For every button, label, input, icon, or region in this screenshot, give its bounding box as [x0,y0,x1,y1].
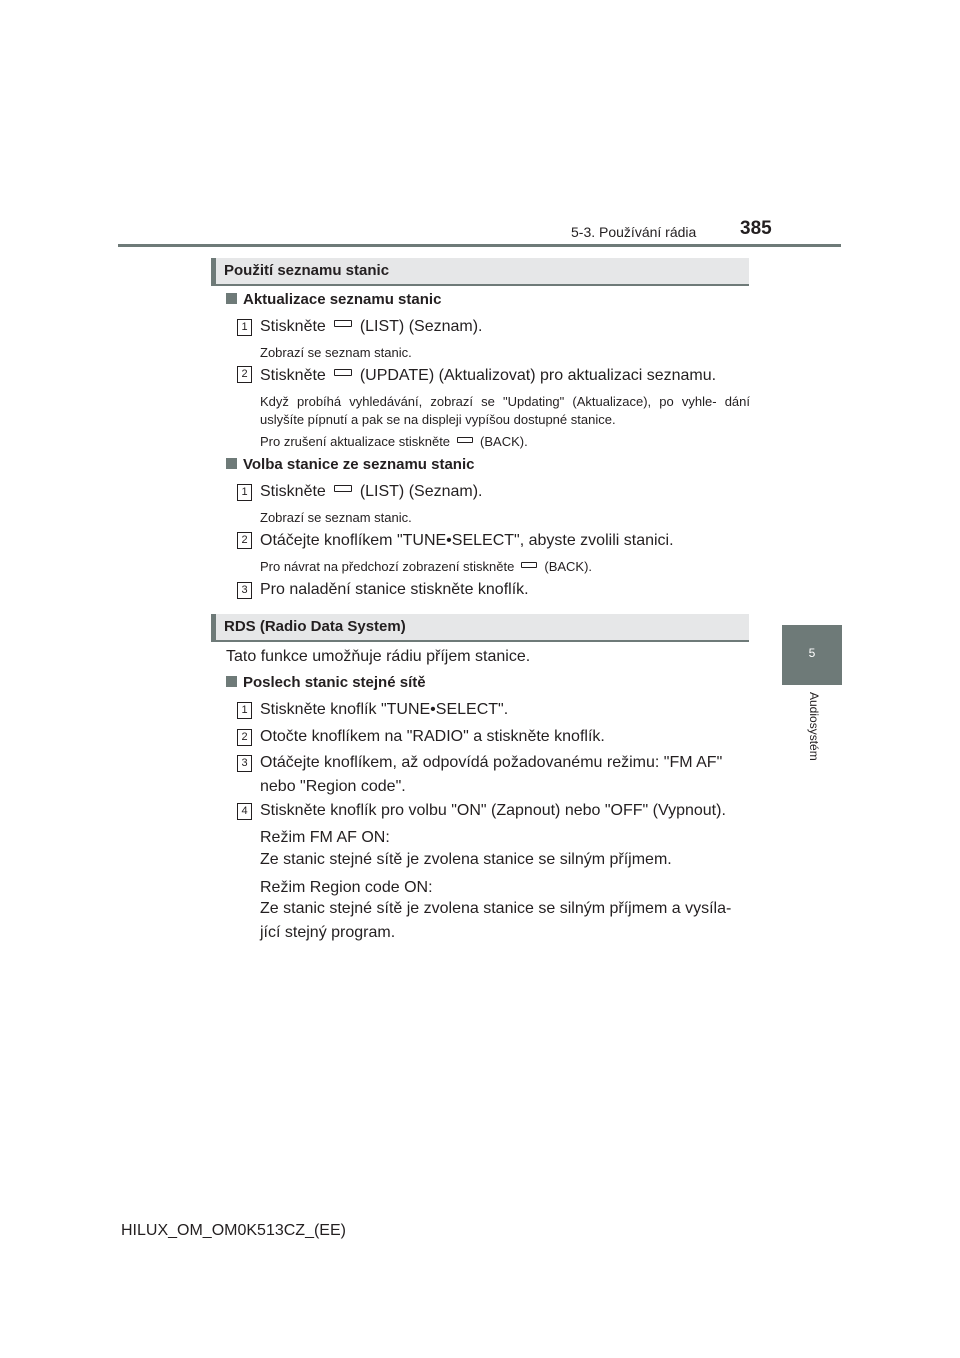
section-heading-station-list [211,258,749,286]
step-number-badge: 2 [237,366,252,383]
section-heading-rds [211,614,749,642]
mode-title: Režim FM AF ON: [260,829,390,846]
section-heading-text: Použití seznamu stanic [224,262,390,279]
step-text: Otočte knoflíkem na "RADIO" a stiskněte knoflík. [260,728,605,745]
step-number-badge: 1 [237,319,252,336]
step-note: Pro zrušení aktualizace stiskněte (BACK). [260,434,528,449]
step-text: Stiskněte knoflík "TUNE•SELECT". [260,701,509,718]
button-icon [521,562,537,568]
page-number: 385 [740,218,772,239]
step-number-badge: 1 [237,702,252,719]
chapter-tab-label: Audiosystém [807,692,821,761]
button-icon [457,437,473,443]
subheading-text: Volba stanice ze seznamu stanic [243,456,475,473]
rds-intro: Tato funkce umožňuje rádiu příjem stanice. [226,648,531,665]
button-icon [334,369,352,376]
button-icon [334,320,352,327]
header-rule [118,244,841,247]
subheading-update-list [226,291,441,308]
step-note: Zobrazí se seznam stanic. [260,345,412,360]
mode-title: Režim Region code ON: [260,879,433,896]
step-text: Stiskněte (UPDATE) (Aktualizovat) pro aktualizaci seznamu. [260,367,717,384]
step-text: Otáčejte knoflíkem "TUNE•SELECT", abyste zvolili stanici. [260,532,674,549]
section-heading-text: RDS (Radio Data System) [224,618,406,635]
subheading-text: Poslech stanic stejné sítě [243,674,426,691]
step-number-badge: 1 [237,484,252,501]
section-heading-bar [211,614,216,642]
step-number-badge: 2 [237,532,252,549]
document-code-footer: HILUX_OM_OM0K513CZ_(EE) [121,1222,346,1239]
square-bullet-icon [226,293,237,304]
mode-description: Ze stanic stejné sítě je zvolena stanice se silným příjmem. [260,851,672,868]
step-text: Stiskněte knoflík pro volbu "ON" (Zapnout) nebo "OFF" (Vypnout). [260,802,726,819]
step-text: Otáčejte knoflíkem, až odpovídá požadovanému režimu: "FM AF" nebo "Region code". [260,754,723,795]
subheading-select-station [226,456,474,473]
step-note: Pro návrat na předchozí zobrazení stiskněte (BACK). [260,559,593,574]
step-number-badge: 3 [237,755,252,772]
square-bullet-icon [226,676,237,687]
running-header-section: 5-3. Používání rádia [571,224,697,240]
mode-description: Ze stanic stejné sítě je zvolena stanice se silným příjmem a vysíla- jící stejný program. [260,900,732,941]
step-number-badge: 3 [237,582,252,599]
step-text: Stiskněte (LIST) (Seznam). [260,318,483,335]
step-number-badge: 4 [237,803,252,820]
subheading-text: Aktualizace seznamu stanic [243,291,442,308]
chapter-tab-number: 5 [808,646,816,660]
step-text: Pro naladění stanice stiskněte knoflík. [260,581,529,598]
step-note: Zobrazí se seznam stanic. [260,510,412,525]
step-text: Stiskněte (LIST) (Seznam). [260,483,483,500]
button-icon [334,485,352,492]
section-heading-bar [211,258,216,286]
square-bullet-icon [226,458,237,469]
step-note: Když probíhá vyhledávání, zobrazí se "Updating" (Aktualizace), po vyhle- dání uslyšíte pípnutí a pak se na displeji vypíšou dostupné stanice. [260,394,750,427]
step-number-badge: 2 [237,729,252,746]
subheading-same-network [226,674,426,691]
